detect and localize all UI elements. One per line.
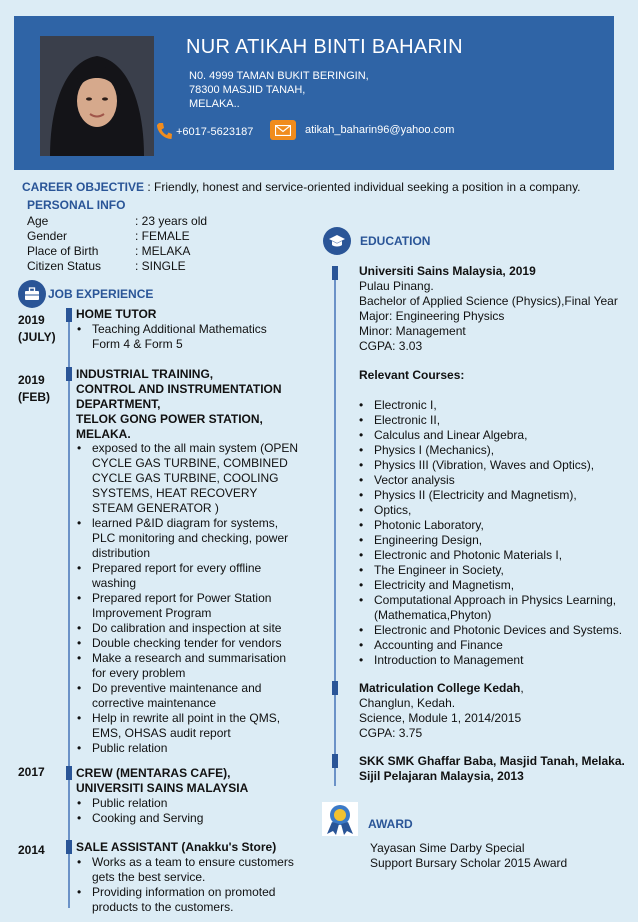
job-bullets (77, 441, 299, 756)
timeline-marker (332, 754, 338, 768)
usm-line: CGPA: 3.03 (359, 339, 423, 353)
phone-number[interactable]: +6017-5623187 (176, 126, 254, 138)
matric-line: CGPA: 3.75 (359, 726, 423, 740)
timeline-marker (66, 308, 72, 322)
usm-line: Bachelor of Applied Science (Physics),Final Year (359, 294, 618, 308)
course-item: • Physics II (Electricity and Magnetism), (359, 488, 635, 503)
job-bullet: • Public relation (77, 741, 299, 756)
award-line: Yayasan Sime Darby Special (370, 841, 525, 855)
job-bullet: • Make a research and summarisation for every problem (77, 651, 299, 681)
skk-block (359, 754, 638, 784)
profile-photo (40, 36, 154, 156)
education-title: EDUCATION (360, 234, 431, 248)
job-bullet: • Teaching Additional Mathematics Form 4 & Form 5 (77, 322, 292, 352)
job-year: 2019 (FEB) (18, 373, 50, 404)
personal-info-title: PERSONAL INFO (27, 198, 126, 212)
course-item: • Introduction to Management (359, 653, 635, 668)
job-year: 2019 (JULY) (18, 313, 56, 344)
job-title: HOME TUTOR (76, 307, 157, 321)
matric-name: Matriculation College Kedah (359, 681, 521, 695)
job-experience-title: JOB EXPERIENCE (48, 287, 154, 301)
course-item: • Electricity and Magnetism, (359, 578, 635, 593)
course-item: • Computational Approach in Physics Learning, (Mathematica,Phyton) (359, 593, 635, 623)
usm-line: Major: Engineering Physics (359, 309, 505, 323)
address-line-2: 78300 MASJID TANAH, (189, 84, 306, 96)
job-bullet: • Providing information on promoted products to the customers. (77, 885, 299, 915)
course-item: • Accounting and Finance (359, 638, 635, 653)
job-timeline-line (68, 308, 70, 908)
usm-line: Minor: Management (359, 324, 466, 338)
course-item: • Electronic II, (359, 413, 635, 428)
usm-name: Universiti Sains Malaysia, 2019 (359, 264, 536, 278)
job-bullet: • Prepared report for every offline washing (77, 561, 299, 591)
education-timeline-line (334, 266, 336, 786)
job-bullet: • Do preventive maintenance and corrective maintenance (77, 681, 299, 711)
course-item: • Vector analysis (359, 473, 635, 488)
award-ribbon-icon (322, 802, 358, 836)
address-line-1: N0. 4999 TAMAN BUKIT BERINGIN, (189, 70, 369, 82)
graduation-cap-icon (323, 227, 351, 255)
job-bullet: • Prepared report for Power Station Improvement Program (77, 591, 299, 621)
course-item: • Electronic I, (359, 398, 635, 413)
career-objective-text: : Friendly, honest and service-oriented individual seeking a position in a company. (147, 180, 581, 194)
skk-line: Sijil Pelajaran Malaysia, 2013 (359, 769, 524, 783)
email-icon (270, 120, 296, 140)
job-title: INDUSTRIAL TRAINING, CONTROL AND INSTRUMENTATION DEPARTMENT, TELOK GONG POWER STATION, MELAKA. (76, 367, 282, 441)
personal-row: Age : 23 years old (27, 214, 208, 228)
course-item: • Physics I (Mechanics), (359, 443, 635, 458)
usm-line: Pulau Pinang. (359, 279, 434, 293)
course-item: • Photonic Laboratory, (359, 518, 635, 533)
timeline-marker (66, 840, 72, 854)
job-bullet: • exposed to the all main system (OPEN CYCLE GAS TURBINE, COMBINED CYCLE GAS TURBINE, COOLING SYSTEMS, HEAT RECOVERY STEAM GENERATOR ) (77, 441, 299, 516)
award-block (370, 841, 630, 871)
phone-icon (156, 121, 172, 141)
personal-row: Citizen Status : SINGLE (27, 259, 186, 273)
email-address[interactable]: atikah_baharin96@yahoo.com (305, 124, 455, 136)
job-title: SALE ASSISTANT (Anakku's Store) (76, 840, 277, 854)
applicant-name: NUR ATIKAH BINTI BAHARIN (186, 36, 463, 58)
matric-line: Science, Module 1, 2014/2015 (359, 711, 522, 725)
job-bullet: • Cooking and Serving (77, 811, 299, 826)
timeline-marker (332, 266, 338, 280)
address-line-3: MELAKA.. (189, 98, 240, 110)
personal-row: Gender : FEMALE (27, 229, 190, 243)
course-item: • Optics, (359, 503, 635, 518)
award-title: AWARD (368, 817, 413, 831)
briefcase-icon (18, 280, 46, 308)
courses-title: Relevant Courses: (359, 368, 465, 382)
skk-line: SKK SMK Ghaffar Baba, Masjid Tanah, Melaka. (359, 754, 625, 768)
courses-list (359, 398, 635, 668)
usm-block (359, 264, 634, 354)
job-year: 2017 (18, 765, 45, 779)
career-objective (22, 180, 581, 194)
course-item: • Calculus and Linear Algebra, (359, 428, 635, 443)
job-bullets (77, 796, 299, 826)
job-bullet: • Do calibration and inspection at site (77, 621, 299, 636)
timeline-marker (66, 367, 72, 381)
job-bullet: • Double checking tender for vendors (77, 636, 299, 651)
job-bullets (77, 322, 292, 352)
award-line: Support Bursary Scholar 2015 Award (370, 856, 568, 870)
course-item: • Electronic and Photonic Devices and Systems. (359, 623, 635, 638)
job-year: 2014 (18, 843, 45, 857)
job-bullet: • Public relation (77, 796, 299, 811)
job-bullets (77, 855, 299, 915)
matric-line: Changlun, Kedah. (359, 696, 456, 710)
job-title: CREW (MENTARAS CAFE), UNIVERSITI SAINS MALAYSIA (76, 766, 249, 795)
job-bullet: • Help in rewrite all point in the QMS, EMS, OHSAS audit report (77, 711, 299, 741)
course-item: • Engineering Design, (359, 533, 635, 548)
course-item: • Electronic and Photonic Materials I, (359, 548, 635, 563)
job-bullet: • Works as a team to ensure customers gets the best service. (77, 855, 299, 885)
timeline-marker (66, 766, 72, 780)
matriculation-block: Matriculation College Kedah, Changlun, Kedah. Science, Module 1, 2014/2015 CGPA: 3.75 (359, 681, 634, 741)
job-bullet: • learned P&ID diagram for systems, PLC monitoring and checking, power distribution (77, 516, 299, 561)
personal-row: Place of Birth : MELAKA (27, 244, 191, 258)
course-item: • Physics III (Vibration, Waves and Optics), (359, 458, 635, 473)
timeline-marker (332, 681, 338, 695)
career-objective-label: CAREER OBJECTIVE (22, 180, 145, 194)
course-item: • The Engineer in Society, (359, 563, 635, 578)
